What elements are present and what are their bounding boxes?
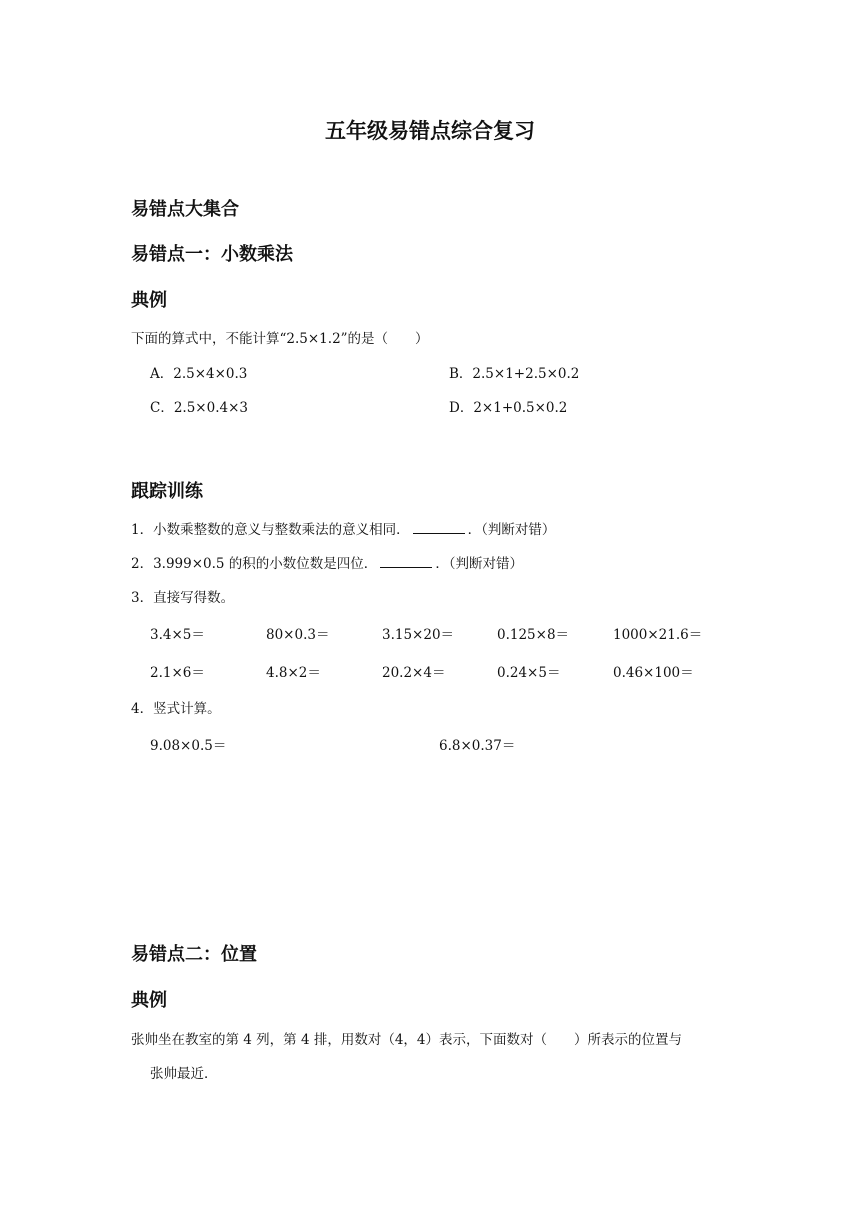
vertical-calc-item: 6.8×0.37＝ (439, 738, 516, 754)
practice-heading: 跟踪训练 (131, 481, 203, 502)
calc-item: 3.15×20＝ (382, 627, 455, 643)
question-2-suffix: ．（判断对错） (435, 556, 524, 572)
calc-item: 2.1×6＝ (150, 665, 205, 681)
page-title: 五年级易错点综合复习 (325, 119, 535, 143)
calc-item: 80×0.3＝ (266, 627, 330, 643)
question-4: 4．竖式计算。 (131, 701, 221, 717)
option-a: A．2.5×4×0.3 (150, 366, 248, 382)
option-c: C．2.5×0.4×3 (150, 400, 248, 416)
calc-item: 0.46×100＝ (613, 665, 694, 681)
calc-item: 0.125×8＝ (497, 627, 570, 643)
question-2 (131, 552, 523, 572)
option-b: B．2.5×1+2.5×0.2 (449, 366, 580, 382)
section2-heading: 易错点二：位置 (131, 944, 257, 965)
question-1-text: 1．小数乘整数的意义与整数乘法的意义相同． (131, 522, 410, 538)
section1-example-heading: 典例 (131, 290, 167, 311)
calc-item: 1000×21.6＝ (613, 627, 703, 643)
option-d: D．2×1+0.5×0.2 (449, 400, 568, 416)
section1-example-question: 下面的算式中，不能计算“2.5×1.2”的是（ ） (131, 331, 429, 347)
vertical-calc-item: 9.08×0.5＝ (150, 738, 227, 754)
question-1 (131, 518, 555, 538)
question-3: 3．直接写得数。 (131, 590, 235, 606)
section1-heading: 易错点一：小数乘法 (131, 244, 293, 265)
calc-item: 3.4×5＝ (150, 627, 205, 643)
section2-example-line1: 张帅坐在教室的第 4 列，第 4 排，用数对（4，4）表示，下面数对（ ）所表示的位置与 (131, 1032, 683, 1048)
calc-item: 20.2×4＝ (382, 665, 446, 681)
question-2-text: 2．3.999×0.5 的积的小数位数是四位． (131, 556, 378, 572)
heading-collection: 易错点大集合 (131, 199, 239, 220)
answer-blank-2[interactable] (380, 555, 432, 568)
section2-example-heading: 典例 (131, 990, 167, 1011)
calc-item: 0.24×5＝ (497, 665, 561, 681)
question-1-suffix: ．（判断对错） (467, 522, 556, 538)
calc-item: 4.8×2＝ (266, 665, 321, 681)
answer-blank-1[interactable] (413, 521, 465, 534)
section2-example-line2: 张帅最近． (150, 1066, 218, 1082)
